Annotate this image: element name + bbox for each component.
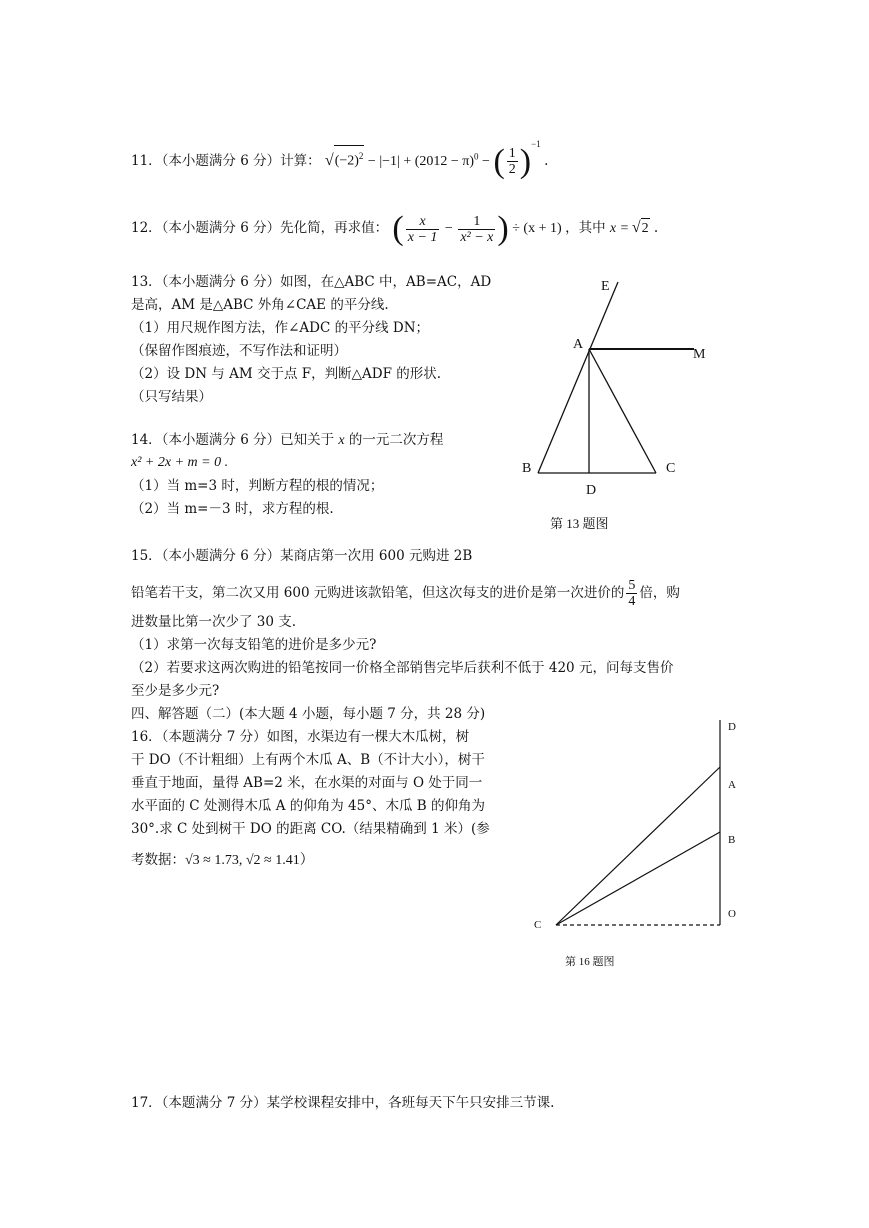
q14-part-1: （1）当 m=3 时，判断方程的根的情况；	[131, 478, 384, 494]
label-A: A	[728, 779, 736, 791]
q16-line-2: 干 DO（不计粗细）上有两个木瓜 A、B（不计大小），树干	[131, 752, 485, 768]
q15-line-2: 铅笔若干支，第二次又用 600 元购进该款铅笔，但这次每支的进价是第一次进价的 $\frac{5}{4}$ 倍，购	[131, 578, 680, 609]
q11-suffix: .	[544, 153, 549, 169]
section-4-heading: 四、解答题（二）(本大题 4 小题，每小题 7 分，共 28 分)	[131, 706, 486, 722]
label-A: A	[573, 337, 584, 352]
label-E: E	[601, 279, 610, 294]
figure-13-caption: 第 13 题图	[550, 516, 609, 531]
q15-part-2b: 至少是多少元?	[131, 683, 220, 699]
line-BE	[538, 282, 618, 473]
q15-part-2: （2）若要求这两次购进的铅笔按同一价格全部销售完毕后获利不低于 420 元，问每支售价	[131, 660, 674, 676]
figure-16-caption: 第 16 题图	[565, 956, 615, 968]
q13-line-2: 是高，AM 是△ABC 外角∠CAE 的平分线.	[131, 297, 389, 313]
line-AC	[589, 349, 656, 473]
q14-line-1: 14．（本小题满分 6 分）已知关于 x 的一元二次方程	[131, 432, 444, 448]
q16-line-4: 水平面的 C 处测得木瓜 A 的仰角为 45°、木瓜 B 的仰角为	[131, 798, 485, 814]
question-12: 12．（本小题满分 6 分）先化简，再求值： ( $\frac{x}{x - 1}$ − $\frac{1}{\text{x² − x}}$ ) ÷ (x + 1) ，其中 x = √2 .	[131, 210, 659, 247]
label-B: B	[728, 834, 736, 846]
q16-line-5: 30°.求 C 处到树干 DO 的距离 CO.（结果精确到 1 米）(参	[131, 821, 490, 837]
q13-line-4: （保留作图痕迹，不写作法和证明）	[131, 343, 347, 359]
label-M: M	[693, 347, 706, 362]
label-C: C	[666, 461, 676, 476]
q16-reference: 考数据：√3 ≈ 1.73, √2 ≈ 1.41）	[131, 852, 314, 868]
label-B: B	[522, 461, 532, 476]
label-D: D	[728, 721, 736, 733]
q17-line: 17．（本题满分 7 分）某学校课程安排中，各班每天下午只安排三节课.	[131, 1095, 555, 1111]
q13-line-5: （2）设 DN 与 AM 交于点 F，判断△ADF 的形状.	[131, 366, 442, 382]
q13-figure	[510, 270, 730, 540]
q12-condition: ，其中	[565, 220, 606, 237]
q16-line-1: 16．（本题满分 7 分）如图，水渠边有一棵大木瓜树，树	[131, 729, 470, 745]
q15-part-1: （1）求第一次每支铅笔的进价是多少元?	[131, 637, 377, 653]
label-O: O	[728, 908, 736, 920]
q16-figure	[520, 715, 760, 975]
q14-part-2: （2）当 m=－3 时，求方程的根.	[131, 501, 334, 517]
q16-line-3: 垂直于地面，量得 AB=2 米，在水渠的对面与 O 处于同一	[131, 775, 483, 791]
q15-line-1: 15．（本小题满分 6 分）某商店第一次用 600 元购进 2B	[131, 548, 473, 564]
q14-equation: x² + 2x + m = 0 .	[131, 455, 229, 470]
q13-line-6: （只写结果）	[131, 389, 212, 405]
q11-prefix: 11．（本小题满分 6 分）计算：	[131, 153, 321, 169]
label-C: C	[534, 919, 542, 931]
q11-expression: $√(-2)^2 - |-1| + (2012 - \pi)^0$ − ( $\frac{1}{2}$ )$^{-1}$	[324, 139, 541, 180]
question-11	[131, 134, 548, 179]
label-D: D	[586, 483, 597, 498]
q12-expression: ( $\frac{x}{x - 1}$ − $\frac{1}{\text{x² − x}}$ ) ÷ (x + 1)	[392, 210, 562, 247]
q13-line-1: 13．（本小题满分 6 分）如图，在△ABC 中，AB=AC，AD	[131, 274, 492, 290]
q15-line-3: 进数量比第一次少了 30 支.	[131, 614, 297, 630]
q13-line-3: （1）用尺规作图方法，作∠ADC 的平分线 DN；	[131, 320, 430, 336]
q12-prefix: 12．（本小题满分 6 分）先化简，再求值：	[131, 220, 389, 237]
